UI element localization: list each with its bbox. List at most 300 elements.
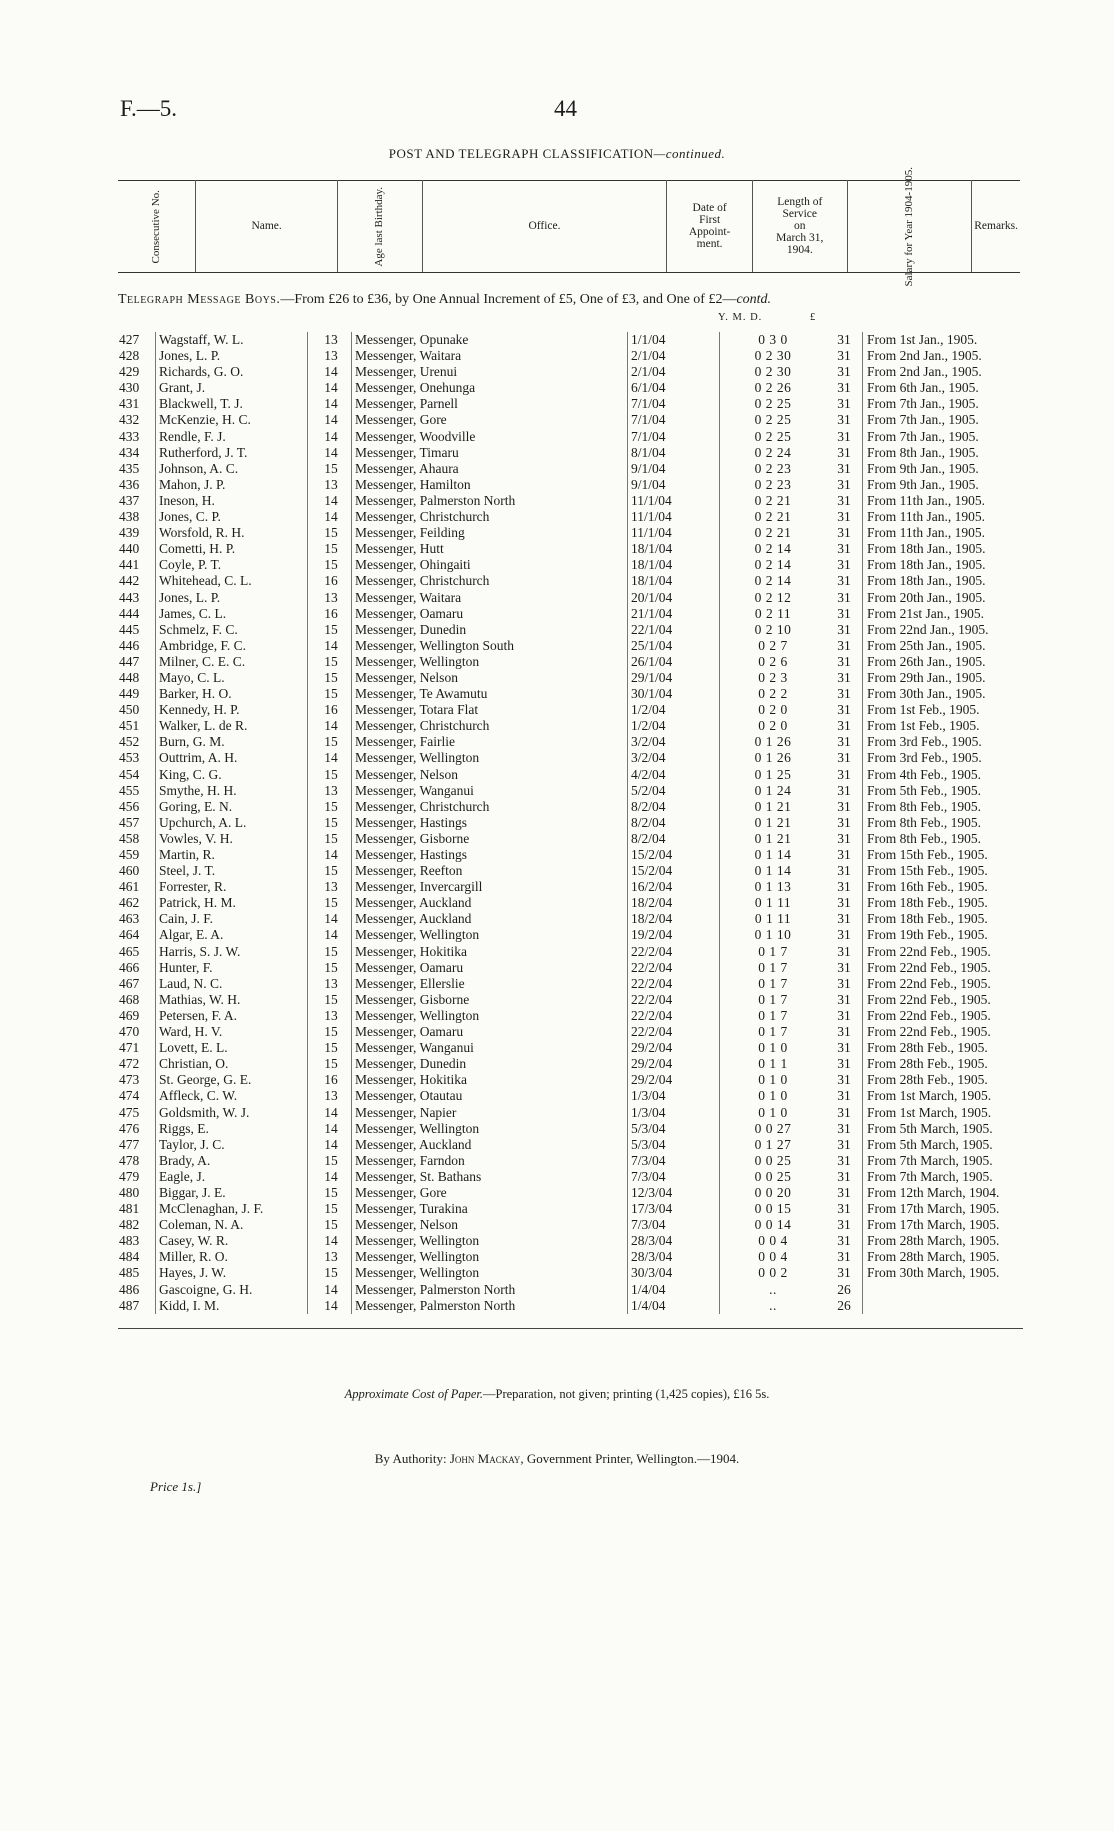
row-remarks: From 18th Feb., 1905.	[863, 911, 1024, 927]
row-number: 465	[119, 943, 140, 959]
row-name: Jones, C. P.	[156, 509, 308, 525]
row-date: 1/3/04	[628, 1105, 720, 1121]
row-office: Messenger, Feilding	[352, 525, 628, 541]
row-date: 18/1/04	[628, 573, 720, 589]
row-number: 450	[119, 702, 140, 718]
row-name: Ineson, H.	[156, 493, 308, 509]
row-age: 15	[308, 1040, 352, 1056]
row-age: 13	[308, 783, 352, 799]
row-salary: 31	[837, 1007, 851, 1023]
row-salary: 31	[837, 1088, 851, 1104]
row-number: 454	[119, 766, 140, 782]
row-date: 1/1/04	[628, 332, 720, 348]
row-name: Algar, E. A.	[156, 927, 308, 943]
row-age: 15	[308, 831, 352, 847]
row-remarks: From 17th March, 1905.	[863, 1201, 1024, 1217]
row-number: 444	[119, 605, 140, 621]
row-age: 14	[308, 429, 352, 445]
row-office: Messenger, Hastings	[352, 847, 628, 863]
row-number: 452	[119, 734, 140, 750]
table-row	[118, 541, 1023, 557]
row-age: 15	[308, 815, 352, 831]
row-remarks: From 28th March, 1905.	[863, 1233, 1024, 1249]
row-date: 19/2/04	[628, 927, 720, 943]
table-row	[118, 831, 1023, 847]
row-salary: 31	[837, 766, 851, 782]
row-office: Messenger, Oamaru	[352, 960, 628, 976]
row-office: Messenger, Palmerston North	[352, 1298, 628, 1314]
row-name: Smythe, H. H.	[156, 783, 308, 799]
staff-table	[118, 332, 1023, 1314]
row-salary: 31	[837, 1265, 851, 1281]
row-age: 15	[308, 960, 352, 976]
row-service: 0 2 14	[720, 557, 824, 573]
row-salary: 31	[837, 557, 851, 573]
row-office: Messenger, Wellington	[352, 1249, 628, 1265]
row-salary: 31	[837, 348, 851, 364]
header-rule-bottom	[118, 272, 1020, 273]
row-date: 22/2/04	[628, 1024, 720, 1040]
row-remarks: From 3rd Feb., 1905.	[863, 750, 1024, 766]
row-office: Messenger, Dunedin	[352, 1056, 628, 1072]
row-age: 15	[308, 895, 352, 911]
row-service: 0 2 10	[720, 622, 824, 638]
row-age: 14	[308, 1137, 352, 1153]
row-office: Messenger, Wellington	[352, 750, 628, 766]
table-row	[118, 622, 1023, 638]
row-office: Messenger, Ellerslie	[352, 976, 628, 992]
row-number: 461	[119, 879, 140, 895]
row-remarks: From 22nd Feb., 1905.	[863, 960, 1024, 976]
row-remarks: From 7th Jan., 1905.	[863, 396, 1024, 412]
row-service: 0 0 4	[720, 1249, 824, 1265]
row-age: 14	[308, 1298, 352, 1314]
row-number: 455	[119, 782, 140, 798]
row-salary: 31	[837, 1201, 851, 1217]
row-remarks: From 1st March, 1905.	[863, 1088, 1024, 1104]
row-salary: 31	[837, 830, 851, 846]
row-date: 29/1/04	[628, 670, 720, 686]
row-name: Cain, J. F.	[156, 911, 308, 927]
row-remarks	[863, 1282, 1024, 1298]
row-date: 18/1/04	[628, 557, 720, 573]
row-office: Messenger, Hamilton	[352, 477, 628, 493]
row-salary: 31	[837, 879, 851, 895]
row-salary: 31	[837, 1072, 851, 1088]
row-number: 476	[119, 1120, 140, 1136]
row-number: 463	[119, 911, 140, 927]
row-name: Forrester, R.	[156, 879, 308, 895]
row-office: Messenger, Gore	[352, 412, 628, 428]
col-salary: Salary for Year 1904-1905.	[847, 180, 971, 272]
table-row	[118, 895, 1023, 911]
table-row	[118, 654, 1023, 670]
row-number: 471	[119, 1040, 140, 1056]
row-service: 0 1 7	[720, 1024, 824, 1040]
row-remarks: From 19th Feb., 1905.	[863, 927, 1024, 943]
row-remarks: From 28th Feb., 1905.	[863, 1056, 1024, 1072]
row-office: Messenger, Urenui	[352, 364, 628, 380]
row-age: 14	[308, 638, 352, 654]
row-name: Eagle, J.	[156, 1169, 308, 1185]
printer-name: John Mackay	[449, 1451, 521, 1466]
row-salary: 31	[837, 509, 851, 525]
row-service: 0 1 21	[720, 799, 824, 815]
row-age: 15	[308, 1185, 352, 1201]
row-service: 0 2 7	[720, 638, 824, 654]
row-age: 15	[308, 799, 352, 815]
row-number: 447	[119, 653, 140, 669]
row-name: Affleck, C. W.	[156, 1088, 308, 1104]
table-row	[118, 461, 1023, 477]
row-remarks: From 2nd Jan., 1905.	[863, 364, 1024, 380]
row-age: 15	[308, 1024, 352, 1040]
table-row	[118, 445, 1023, 461]
row-age: 14	[308, 1121, 352, 1137]
row-office: Messenger, Gore	[352, 1185, 628, 1201]
table-row	[118, 509, 1023, 525]
row-name: Upchurch, A. L.	[156, 815, 308, 831]
row-age: 13	[308, 1008, 352, 1024]
row-office: Messenger, Wellington	[352, 1265, 628, 1281]
row-remarks: From 16th Feb., 1905.	[863, 879, 1024, 895]
row-age: 13	[308, 879, 352, 895]
row-office: Messenger, Wanganui	[352, 1040, 628, 1056]
table-row	[118, 573, 1023, 589]
row-office: Messenger, Wellington	[352, 1008, 628, 1024]
row-date: 20/1/04	[628, 590, 720, 606]
row-age: 15	[308, 1201, 352, 1217]
row-service: 0 0 27	[720, 1121, 824, 1137]
row-date: 7/3/04	[628, 1217, 720, 1233]
row-name: Burn, G. M.	[156, 734, 308, 750]
row-date: 12/3/04	[628, 1185, 720, 1201]
row-service: 0 1 0	[720, 1040, 824, 1056]
row-service: 0 2 12	[720, 590, 824, 606]
row-salary: 31	[837, 460, 851, 476]
row-date: 1/4/04	[628, 1298, 720, 1314]
row-number: 435	[119, 460, 140, 476]
row-date: 6/1/04	[628, 380, 720, 396]
row-name: Biggar, J. E.	[156, 1185, 308, 1201]
row-office: Messenger, Wanganui	[352, 783, 628, 799]
row-name: Kidd, I. M.	[156, 1298, 308, 1314]
row-name: Steel, J. T.	[156, 863, 308, 879]
row-office: Messenger, Invercargill	[352, 879, 628, 895]
row-office: Messenger, Wellington	[352, 927, 628, 943]
row-service: 0 2 6	[720, 654, 824, 670]
row-service: 0 2 30	[720, 364, 824, 380]
row-remarks: From 4th Feb., 1905.	[863, 767, 1024, 783]
row-office: Messenger, Timaru	[352, 445, 628, 461]
row-salary: 31	[837, 798, 851, 814]
table-row	[118, 606, 1023, 622]
row-name: Kennedy, H. P.	[156, 702, 308, 718]
row-remarks: From 1st Jan., 1905.	[863, 332, 1024, 348]
row-salary: 31	[837, 734, 851, 750]
row-remarks: From 22nd Feb., 1905.	[863, 1024, 1024, 1040]
table-row	[118, 348, 1023, 364]
row-date: 22/2/04	[628, 1008, 720, 1024]
table-row	[118, 412, 1023, 428]
row-office: Messenger, Totara Flat	[352, 702, 628, 718]
row-remarks: From 1st March, 1905.	[863, 1105, 1024, 1121]
row-age: 15	[308, 1217, 352, 1233]
row-service: 0 2 21	[720, 493, 824, 509]
row-remarks: From 9th Jan., 1905.	[863, 461, 1024, 477]
row-office: Messenger, Fairlie	[352, 734, 628, 750]
row-name: Coleman, N. A.	[156, 1217, 308, 1233]
row-remarks: From 15th Feb., 1905.	[863, 863, 1024, 879]
column-headers	[118, 166, 1020, 287]
row-office: Messenger, Reefton	[352, 863, 628, 879]
title-continued: —continued.	[653, 146, 726, 161]
row-remarks: From 29th Jan., 1905.	[863, 670, 1024, 686]
row-remarks: From 8th Feb., 1905.	[863, 831, 1024, 847]
row-date: 22/2/04	[628, 960, 720, 976]
row-number: 466	[119, 959, 140, 975]
row-name: Riggs, E.	[156, 1121, 308, 1137]
row-date: 18/2/04	[628, 911, 720, 927]
row-name: Johnson, A. C.	[156, 461, 308, 477]
row-number: 430	[119, 380, 140, 396]
row-office: Messenger, Waitara	[352, 348, 628, 364]
row-service: 0 1 26	[720, 750, 824, 766]
row-name: Laud, N. C.	[156, 976, 308, 992]
table-row	[118, 702, 1023, 718]
section-contd: contd.	[736, 292, 772, 307]
table-row	[118, 1185, 1023, 1201]
table-row	[118, 1282, 1023, 1298]
table-row	[118, 686, 1023, 702]
row-number: 445	[119, 621, 140, 637]
row-date: 2/1/04	[628, 348, 720, 364]
row-salary: 31	[837, 1217, 851, 1233]
row-service: 0 1 24	[720, 783, 824, 799]
row-name: Richards, G. O.	[156, 364, 308, 380]
row-office: Messenger, Christchurch	[352, 799, 628, 815]
col-name: Name.	[196, 180, 338, 272]
row-service: 0 1 10	[720, 927, 824, 943]
row-service: 0 0 20	[720, 1185, 824, 1201]
table-row	[118, 927, 1023, 943]
row-number: 473	[119, 1072, 140, 1088]
row-salary: 31	[837, 364, 851, 380]
row-age: 15	[308, 992, 352, 1008]
row-name: Schmelz, F. C.	[156, 622, 308, 638]
table-row	[118, 1040, 1023, 1056]
row-date: 25/1/04	[628, 638, 720, 654]
row-number: 441	[119, 557, 140, 573]
row-remarks: From 9th Jan., 1905.	[863, 477, 1024, 493]
row-remarks: From 8th Feb., 1905.	[863, 799, 1024, 815]
row-date: 15/2/04	[628, 863, 720, 879]
table-row	[118, 1008, 1023, 1024]
table-row	[118, 911, 1023, 927]
table-row	[118, 1121, 1023, 1137]
row-service: 0 2 0	[720, 702, 824, 718]
row-age: 15	[308, 525, 352, 541]
row-office: Messenger, Hastings	[352, 815, 628, 831]
row-office: Messenger, Waitara	[352, 590, 628, 606]
row-age: 15	[308, 767, 352, 783]
authority-line: By Authority: John Mackay, Government Printer, Wellington.—1904.	[374, 1451, 740, 1466]
row-service: 0 1 7	[720, 976, 824, 992]
row-age: 16	[308, 573, 352, 589]
row-age: 13	[308, 477, 352, 493]
row-date: 8/1/04	[628, 445, 720, 461]
row-salary: 31	[837, 380, 851, 396]
row-remarks: From 28th March, 1905.	[863, 1249, 1024, 1265]
row-name: Petersen, F. A.	[156, 1008, 308, 1024]
row-office: Messenger, Oamaru	[352, 606, 628, 622]
row-number: 464	[119, 927, 140, 943]
row-name: James, C. L.	[156, 606, 308, 622]
row-number: 487	[119, 1297, 140, 1313]
row-remarks: From 8th Jan., 1905.	[863, 445, 1024, 461]
row-name: Outtrim, A. H.	[156, 750, 308, 766]
row-number: 429	[119, 364, 140, 380]
row-number: 478	[119, 1152, 140, 1168]
row-date: 5/2/04	[628, 783, 720, 799]
row-remarks: From 8th Feb., 1905.	[863, 815, 1024, 831]
row-service: 0 3 0	[720, 332, 824, 348]
table-row	[118, 1249, 1023, 1265]
table-row	[118, 863, 1023, 879]
table-row	[118, 1265, 1023, 1281]
row-number: 453	[119, 750, 140, 766]
row-office: Messenger, Otautau	[352, 1088, 628, 1104]
row-age: 15	[308, 622, 352, 638]
row-number: 469	[119, 1007, 140, 1023]
row-service: 0 1 7	[720, 944, 824, 960]
table-row	[118, 525, 1023, 541]
row-date: 1/3/04	[628, 1088, 720, 1104]
row-remarks: From 30th Jan., 1905.	[863, 686, 1024, 702]
row-remarks: From 22nd Feb., 1905.	[863, 944, 1024, 960]
row-remarks: From 11th Jan., 1905.	[863, 525, 1024, 541]
row-date: 28/3/04	[628, 1233, 720, 1249]
row-service: 0 2 30	[720, 348, 824, 364]
row-service: 0 0 4	[720, 1233, 824, 1249]
table-row	[118, 1088, 1023, 1104]
row-remarks: From 18th Jan., 1905.	[863, 557, 1024, 573]
col-age: Age last Birthday.	[337, 180, 422, 272]
row-name: Gascoigne, G. H.	[156, 1282, 308, 1298]
row-date: 3/2/04	[628, 734, 720, 750]
row-number: 474	[119, 1088, 140, 1104]
row-salary: 31	[837, 589, 851, 605]
row-age: 14	[308, 364, 352, 380]
row-age: 14	[308, 847, 352, 863]
row-number: 437	[119, 492, 140, 508]
row-service: 0 2 23	[720, 461, 824, 477]
row-remarks: From 3rd Feb., 1905.	[863, 734, 1024, 750]
row-date: 22/2/04	[628, 976, 720, 992]
row-age: 14	[308, 718, 352, 734]
row-age: 14	[308, 412, 352, 428]
table-row	[118, 847, 1023, 863]
row-office: Messenger, Ohingaiti	[352, 557, 628, 573]
row-remarks: From 7th Jan., 1905.	[863, 429, 1024, 445]
row-office: Messenger, Wellington South	[352, 638, 628, 654]
row-salary: 31	[837, 653, 851, 669]
row-service: 0 2 2	[720, 686, 824, 702]
row-age: 15	[308, 670, 352, 686]
row-name: McClenaghan, J. F.	[156, 1201, 308, 1217]
row-date: 21/1/04	[628, 606, 720, 622]
row-remarks: From 18th Feb., 1905.	[863, 895, 1024, 911]
table-row	[118, 396, 1023, 412]
row-name: Wagstaff, W. L.	[156, 332, 308, 348]
row-remarks: From 30th March, 1905.	[863, 1265, 1024, 1281]
row-salary: 31	[837, 927, 851, 943]
row-age: 15	[308, 557, 352, 573]
row-salary: 31	[837, 686, 851, 702]
row-name: Goring, E. N.	[156, 799, 308, 815]
row-office: Messenger, Palmerston North	[352, 1282, 628, 1298]
row-date: 29/2/04	[628, 1040, 720, 1056]
row-number: 448	[119, 669, 140, 685]
row-salary: 26	[837, 1281, 851, 1297]
row-office: Messenger, Nelson	[352, 767, 628, 783]
row-number: 475	[119, 1104, 140, 1120]
row-office: Messenger, Gisborne	[352, 831, 628, 847]
col-consecutive: Consecutive No.	[149, 189, 162, 264]
row-remarks: From 6th Jan., 1905.	[863, 380, 1024, 396]
cost-text: —Preparation, not given; printing (1,425 copies), £16 5s.	[483, 1387, 770, 1401]
row-age: 15	[308, 944, 352, 960]
row-number: 439	[119, 525, 140, 541]
row-salary: 31	[837, 573, 851, 589]
row-office: Messenger, Gisborne	[352, 992, 628, 1008]
row-salary: 31	[837, 476, 851, 492]
row-service: 0 2 25	[720, 412, 824, 428]
row-remarks: From 28th Feb., 1905.	[863, 1040, 1024, 1056]
row-remarks: From 22nd Feb., 1905.	[863, 992, 1024, 1008]
pound-subheader: £	[810, 312, 817, 323]
row-office: Messenger, Hokitika	[352, 944, 628, 960]
row-name: Harris, S. J. W.	[156, 944, 308, 960]
row-service: 0 1 14	[720, 847, 824, 863]
row-salary: 31	[837, 1184, 851, 1200]
table-row	[118, 477, 1023, 493]
row-salary: 31	[837, 1056, 851, 1072]
row-remarks: From 25th Jan., 1905.	[863, 638, 1024, 654]
row-service: 0 2 25	[720, 396, 824, 412]
row-remarks: From 5th March, 1905.	[863, 1121, 1024, 1137]
row-service: 0 1 21	[720, 815, 824, 831]
row-service: 0 1 7	[720, 992, 824, 1008]
row-office: Messenger, Auckland	[352, 1137, 628, 1153]
row-service: 0 1 11	[720, 911, 824, 927]
row-remarks: From 12th March, 1904.	[863, 1185, 1024, 1201]
table-row	[118, 879, 1023, 895]
row-service: 0 2 14	[720, 541, 824, 557]
row-number: 481	[119, 1201, 140, 1217]
table-row	[118, 557, 1023, 573]
row-number: 433	[119, 428, 140, 444]
row-name: Mahon, J. P.	[156, 477, 308, 493]
row-salary: 31	[837, 959, 851, 975]
row-service: 0 1 0	[720, 1072, 824, 1088]
cost-note	[0, 1387, 1114, 1402]
col-office: Office.	[422, 180, 667, 272]
row-remarks: From 2nd Jan., 1905.	[863, 348, 1024, 364]
row-name: Hunter, F.	[156, 960, 308, 976]
row-service: 0 0 25	[720, 1153, 824, 1169]
row-remarks: From 22nd Jan., 1905.	[863, 622, 1024, 638]
